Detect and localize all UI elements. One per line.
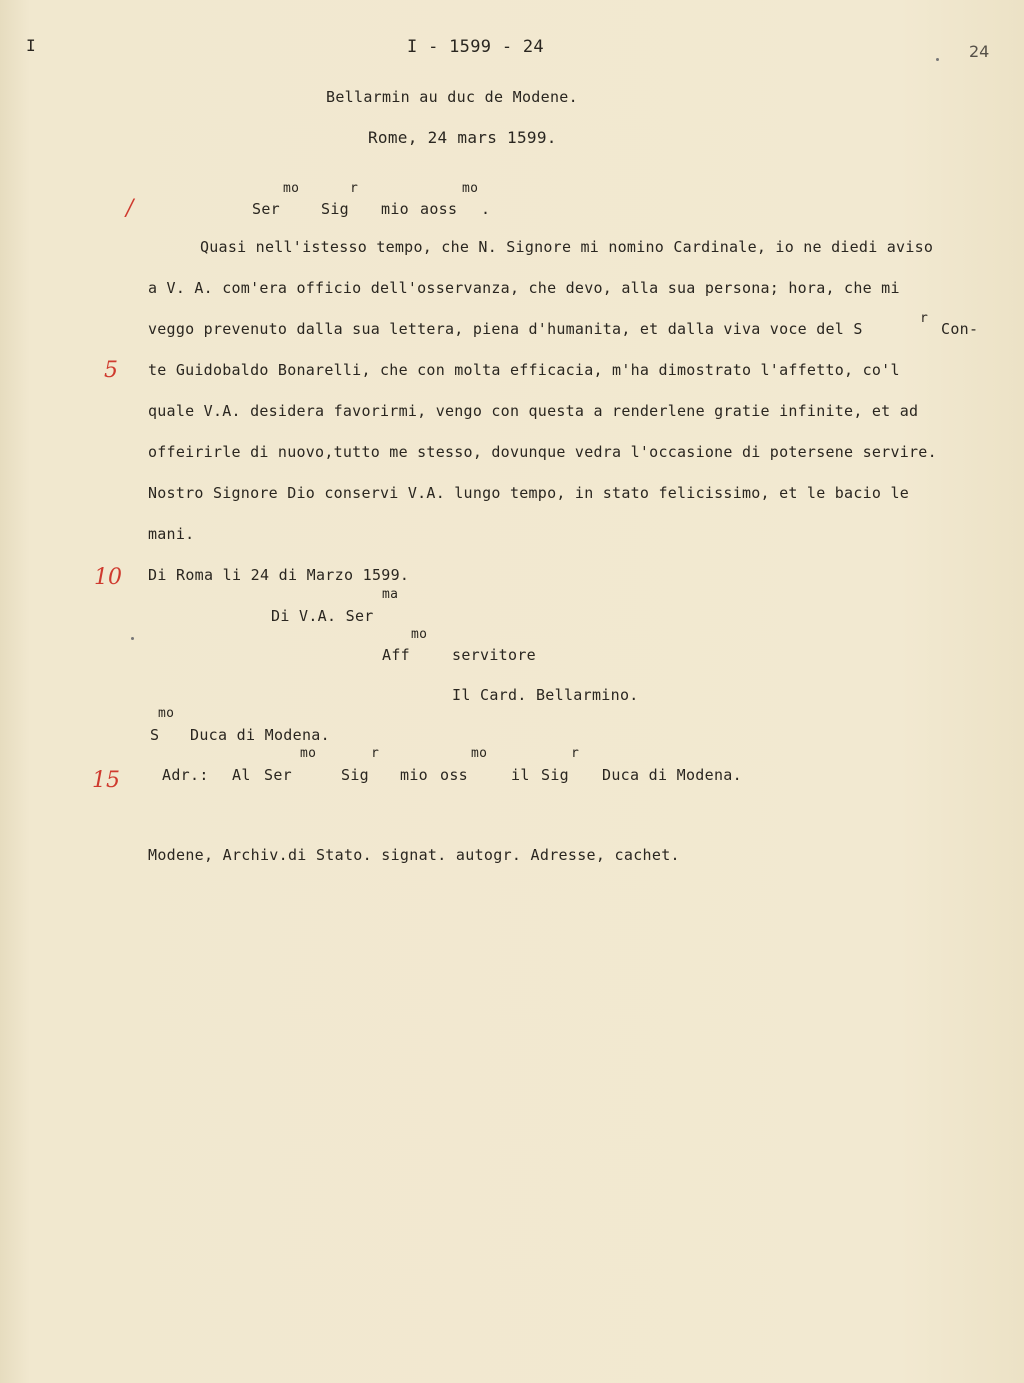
closing-sup: ma: [382, 587, 399, 602]
body-line: Quasi nell'istesso tempo, che N. Signore mi nomino Cardinale, io ne diedi aviso: [200, 238, 934, 256]
closing-di-va: Di V.A. Ser: [271, 607, 374, 625]
archive-source-note: Modene, Archiv.di Stato. signat. autogr. Adresse, cachet.: [148, 846, 680, 864]
margin-roman-numeral: I: [26, 36, 36, 55]
body-word: Con-: [941, 320, 979, 338]
body-line: a V. A. com'era officio dell'osservanza, che devo, alla sua persona; hora, che mi: [148, 279, 900, 297]
salutation-word: aoss: [420, 200, 458, 218]
address-word: oss: [440, 766, 468, 784]
salutation-word: mio: [381, 200, 409, 218]
address-word: Sig: [541, 766, 569, 784]
closing-date: Di Roma li 24 di Marzo 1599.: [148, 566, 410, 584]
margin-line-number: 10: [94, 565, 122, 590]
body-line: veggo prevenuto dalla sua lettera, piena d'humanita, et dalla viva voce del S: [148, 320, 863, 338]
body-line: offeirirle di nuovo,tutto me stesso, dovunque vedra l'occasione di potersene servire.: [148, 443, 937, 461]
address-word: Al: [232, 766, 251, 784]
closing-sup: mo: [411, 627, 428, 642]
salutation-word: Sig: [321, 200, 349, 218]
body-line: quale V.A. desidera favorirmi, vengo con questa a renderlene gratie infinite, et ad: [148, 402, 919, 420]
recipient-s: S: [150, 726, 160, 744]
salutation-sup: r: [350, 181, 359, 196]
margin-line-number: 15: [92, 768, 120, 793]
speck: [131, 637, 134, 640]
body-line: te Guidobaldo Bonarelli, che con molta efficacia, m'ha dimostrato l'affetto, co'l: [148, 361, 900, 379]
address-sup: mo: [471, 746, 488, 761]
address-word: mio: [400, 766, 428, 784]
body-line: mani.: [148, 525, 195, 543]
body-line: Nostro Signore Dio conservi V.A. lungo tempo, in stato felicissimo, et le bacio le: [148, 484, 910, 502]
address-word: Sig: [341, 766, 369, 784]
address-word: Duca di Modena.: [602, 766, 742, 784]
letter-place-date: Rome, 24 mars 1599.: [368, 128, 557, 147]
closing-aff: Aff: [382, 646, 410, 664]
address-label: Adr.:: [162, 766, 209, 784]
document-reference: I - 1599 - 24: [407, 37, 544, 57]
salutation-sup: mo: [462, 181, 479, 196]
page-number: 24: [969, 42, 990, 61]
address-word: Ser: [264, 766, 292, 784]
address-sup: r: [371, 746, 380, 761]
salutation-word: Ser: [252, 200, 280, 218]
address-word: il: [511, 766, 530, 784]
address-sup: r: [571, 746, 580, 761]
salutation-sup: mo: [283, 181, 300, 196]
address-sup: mo: [300, 746, 317, 761]
closing-servitore: servitore: [452, 646, 536, 664]
signature: Il Card. Bellarmino.: [452, 686, 639, 704]
body-sup: r: [920, 311, 929, 326]
speck: [936, 58, 939, 61]
margin-line-number: 5: [104, 358, 118, 383]
recipient-sup: mo: [158, 706, 175, 721]
recipient-name: Duca di Modena.: [190, 726, 330, 744]
letter-title: Bellarmin au duc de Modene.: [326, 88, 578, 106]
margin-line-marker: /: [126, 196, 134, 221]
salutation-word: .: [481, 200, 491, 218]
